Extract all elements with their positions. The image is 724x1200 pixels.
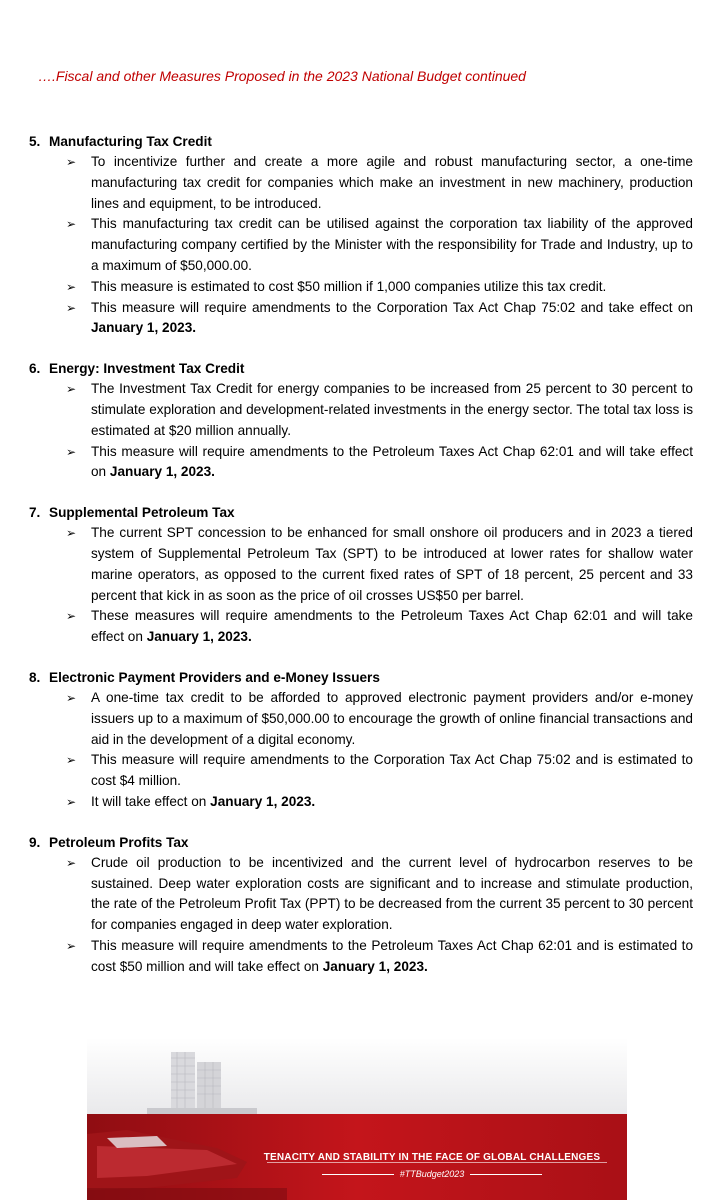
continued-header: ….Fiscal and other Measures Proposed in the 2023 National Budget continued [38,68,526,84]
effective-date: January 1, 2023. [91,320,197,336]
bullet-list [29,152,693,339]
bullet-text: This measure will require amendments to the Petroleum Taxes Act Chap 62:01 and will take effect on [91,443,693,480]
measure-section [29,132,693,339]
measure-section [29,668,693,813]
section-heading [29,833,693,853]
bullet-text: This measure is estimated to cost $50 million if 1,000 companies utilize this tax credit. [91,278,607,294]
arrowhead-bullet-icon: ➢ [66,609,77,624]
section-heading [29,132,693,152]
section-heading [29,503,693,523]
section-heading [29,359,693,379]
bullet-item [29,277,693,298]
bullet-text: It will take effect on [91,793,211,809]
bullet-text: These measures will require amendments to the Petroleum Taxes Act Chap 62:01 and will take effect on [91,608,693,645]
bullet-list [29,853,693,978]
bullet-text: This measure will require amendments to the Corporation Tax Act Chap 75:02 and is estimated to cost $4 million. [91,752,693,789]
bullet-item [29,936,693,978]
section-number: 8. [29,669,41,685]
bullet-text: To incentivize further and create a more agile and robust manufacturing sector, a one-time manufacturing tax credit for companies which make an investment in new machinery, production lines and equipment, to be introduced. [91,154,693,211]
arrowhead-bullet-icon: ➢ [66,753,77,768]
section-title: Supplemental Petroleum Tax [49,505,235,521]
effective-date: January 1, 2023. [146,629,252,645]
bullet-list [29,688,693,813]
section-number: 6. [29,361,41,377]
bullet-text: This measure will require amendments to the Corporation Tax Act Chap 75:02 and take effect on [91,299,693,315]
section-heading [29,668,693,688]
bullet-text: The Investment Tax Credit for energy companies to be increased from 25 percent to 30 percent to stimulate exploration and development-related investments in the energy sector. The total tax loss is estimated at $20 million annually. [91,381,693,438]
hashtag-rule-right [470,1174,542,1175]
section-title: Manufacturing Tax Credit [49,134,212,149]
bullet-text: The current SPT concession to be enhanced for small onshore oil producers and in 2023 a tiered system of Supplemental Petroleum Tax (SPT) to be introduced at lower rates for shallow water marine operators, as opposed to the current fixed rates of SPT of 18 percent, 25 percent and 33 percent that kick in as soon as the price of oil crosses US$50 per barrel. [91,525,693,603]
bullet-list [29,379,693,483]
bullet-item [29,606,693,648]
arrowhead-bullet-icon: ➢ [66,300,77,315]
bullet-item [29,792,693,813]
hashtag-text: #TTBudget2023 [399,1169,465,1179]
bullet-item [29,298,693,340]
bullet-text: Crude oil production to be incentivized and the current level of hydrocarbon reserves to be sustained. Deep water exploration costs are significant and to increase and stimulate production, the rate of the Petroleum Profit Tax (PPT) to be decreased from the current 35 percent to 30 percent for companies engaged in deep water exploration. [91,854,693,933]
bullet-text: This manufacturing tax credit can be utilised against the corporation tax liability of the approved manufacturing company certified by the Minister with the responsibility for Trade and Industry, up to a maximum of $50,000.00. [91,216,693,273]
effective-date: January 1, 2023. [322,958,428,974]
bullet-item [29,152,693,214]
section-number: 7. [29,505,41,521]
bullet-item [29,750,693,792]
arrowhead-bullet-icon: ➢ [66,855,77,870]
arrowhead-bullet-icon: ➢ [66,526,77,541]
section-number: 9. [29,834,41,850]
bullet-item [29,688,693,750]
arrowhead-bullet-icon: ➢ [66,938,77,953]
measure-section [29,833,693,978]
bullet-item [29,214,693,276]
bullet-item [29,442,693,484]
bullet-item [29,379,693,441]
arrowhead-bullet-icon: ➢ [66,382,77,397]
bullet-item [29,523,693,606]
arrowhead-bullet-icon: ➢ [66,155,77,169]
hashtag-rule-left [322,1174,394,1175]
effective-date: January 1, 2023. [210,793,316,809]
section-title: Electronic Payment Providers and e-Money Issuers [49,669,380,685]
arrowhead-bullet-icon: ➢ [66,794,77,809]
effective-date: January 1, 2023. [109,464,215,480]
bullet-list [29,523,693,648]
measure-section [29,503,693,648]
section-title: Energy: Investment Tax Credit [49,361,245,377]
measures-list [29,132,693,998]
arrowhead-bullet-icon: ➢ [66,444,77,459]
budget-hashtag [252,1168,612,1180]
measure-section [29,359,693,483]
bullet-text: This measure will require amendments to the Petroleum Taxes Act Chap 62:01 and is estimated to cost $50 million and will take effect on [91,937,693,974]
bullet-text: A one-time tax credit to be afforded to approved electronic payment providers and/or e-money issuers up to a maximum of $50,000.00 to encourage the growth of online financial transactions and aid in the development of a digital economy. [91,689,693,747]
bullet-item [29,853,693,936]
budget-slogan: TENACITY AND STABILITY IN THE FACE OF GLOBAL CHALLENGES [263,1152,601,1163]
arrowhead-bullet-icon: ➢ [66,690,77,705]
section-number: 5. [29,134,41,149]
arrowhead-bullet-icon: ➢ [66,279,77,294]
arrowhead-bullet-icon: ➢ [66,217,77,232]
section-title: Petroleum Profits Tax [49,834,189,850]
